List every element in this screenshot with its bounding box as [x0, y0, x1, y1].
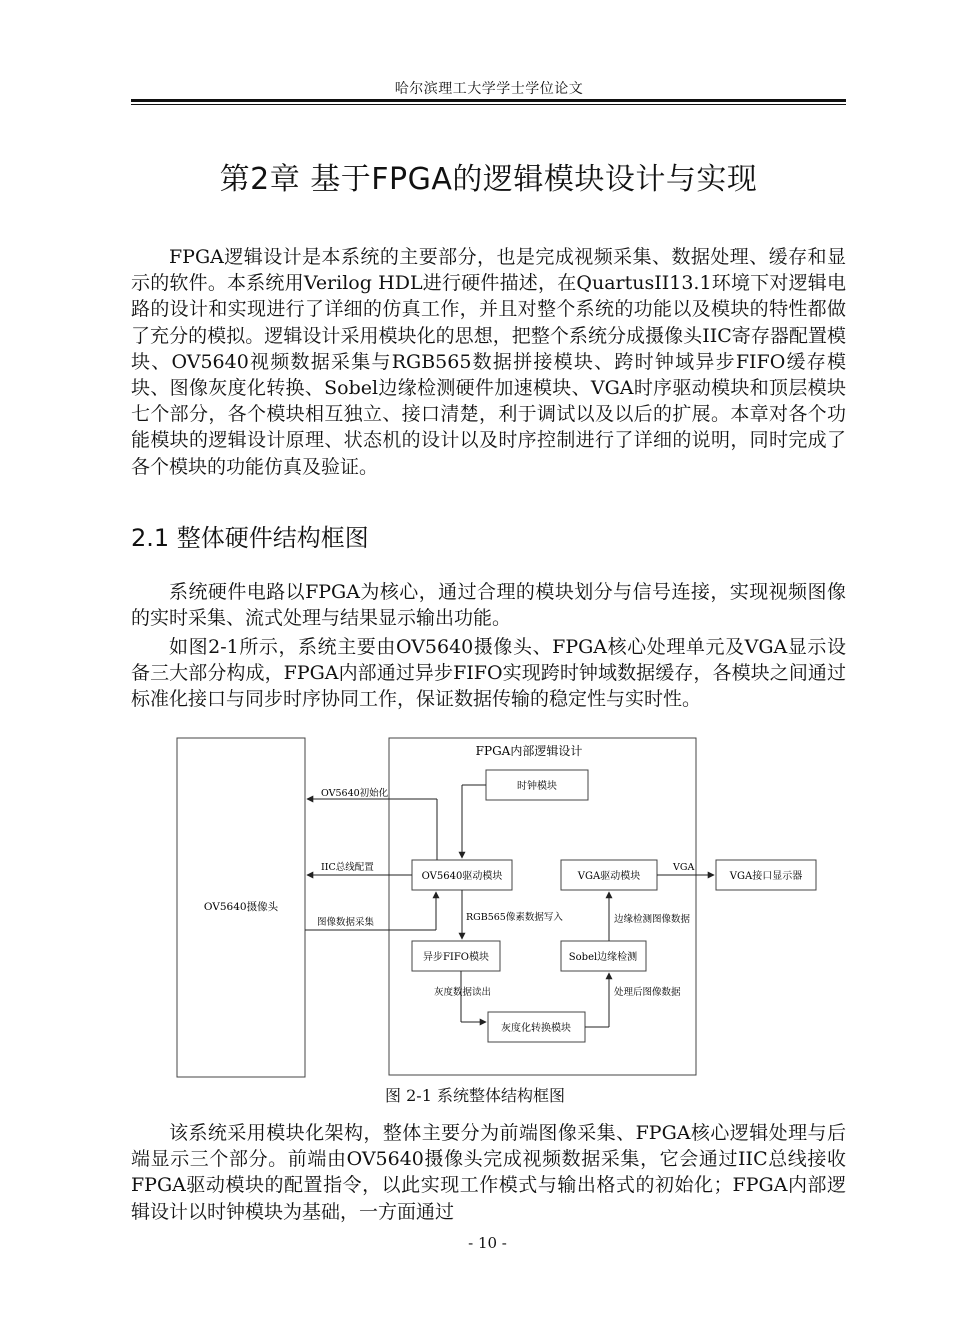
system-block-diagram [176, 736, 803, 1078]
running-header: 哈尔滨理工大学学士学位论文 [394, 81, 584, 97]
camera-label: OV5640摄像头 [203, 901, 279, 913]
label-edge-data: 边缘检测图像数据 [614, 914, 691, 925]
paragraph-overview: 系统硬件电路以FPGA为核心，通过合理的模块划分与信号连接，实现视频图像的实时采集、流式处理与结果显示输出功能。 [131, 581, 846, 630]
label-image-capture: 图像数据采集 [317, 917, 375, 928]
vga-display-label: VGA接口显示器 [729, 871, 803, 882]
label-rgb565-write: RGB565像素数据写入 [466, 912, 563, 923]
paragraph-intro: FPGA逻辑设计是本系统的主要部分，也是完成视频采集、数据处理、缓存和显示的软件。本系统用Verilog HDL进行硬件描述，在QuartusII13.1环境下对逻辑电路的设计和实现进行了详细的仿真工作，并且对整个系统的功能以及模块的特性都做了充分的模拟。逻辑设计采用模块化的思想，把整个系统分成摄像头IIC寄存器配置模块、OV5640视频数据采集与RGB565数据拼接模块、跨时钟域异步FIFO缓存模块、图像灰度化转换、Sobel边缘检测硬件加速模块、VGA时序驱动模块和顶层模块七个部分，各个模块相互独立、接口清楚，利于调试以及以后的扩展。本章对各个功能模块的逻辑设计原理、状态机的设计以及时序控制进行了详细的说明，同时完成了各个模块的功能仿真及验证。 [131, 246, 846, 478]
header-rule-thin [131, 104, 846, 105]
label-gray-read: 灰度数据读出 [434, 987, 492, 998]
section-title: 2.1 整体硬件结构框图 [131, 524, 369, 552]
gray-label: 灰度化转换模块 [501, 1023, 571, 1034]
vga-driver-label: VGA驱动模块 [577, 871, 641, 882]
figure-caption: 图 2-1 系统整体结构框图 [385, 1086, 565, 1105]
label-ov-init: OV5640初始化 [321, 788, 389, 799]
page-number: - 10 - [468, 1234, 507, 1252]
sobel-label: Sobel边缘检测 [568, 952, 638, 963]
ov-driver-label: OV5640驱动模块 [421, 871, 503, 882]
paragraph-figure-intro: 如图2-1所示，系统主要由OV5640摄像头、FPGA核心处理单元及VGA显示设备三大部分构成，FPGA内部通过异步FIFO实现跨时钟域数据缓存，各模块之间通过标准化接口与同步时序协同工作，保证数据传输的稳定性与实时性。 [131, 636, 846, 711]
fifo-label: 异步FIFO模块 [422, 952, 490, 963]
paragraph-architecture: 该系统采用模块化架构，整体主要分为前端图像采集、FPGA核心逻辑处理与后端显示三个部分。前端由OV5640摄像头完成视频数据采集，它会通过IIC总线接收FPGA驱动模块的配置指令，以此实现工作模式与输出格式的初始化；FPGA内部逻辑设计以时钟模块为基础，一方面通过 [131, 1122, 846, 1223]
fpga-title: FPGA内部逻辑设计 [475, 744, 583, 758]
label-processed-data: 处理后图像数据 [614, 987, 681, 998]
chapter-title: 第2章 基于FPGA的逻辑模块设计与实现 [219, 162, 758, 197]
label-iic-config: IIC总线配置 [321, 862, 374, 873]
label-vga: VGA [673, 862, 695, 873]
clock-module-label: 时钟模块 [517, 781, 557, 792]
header-rule-thick [131, 99, 846, 102]
